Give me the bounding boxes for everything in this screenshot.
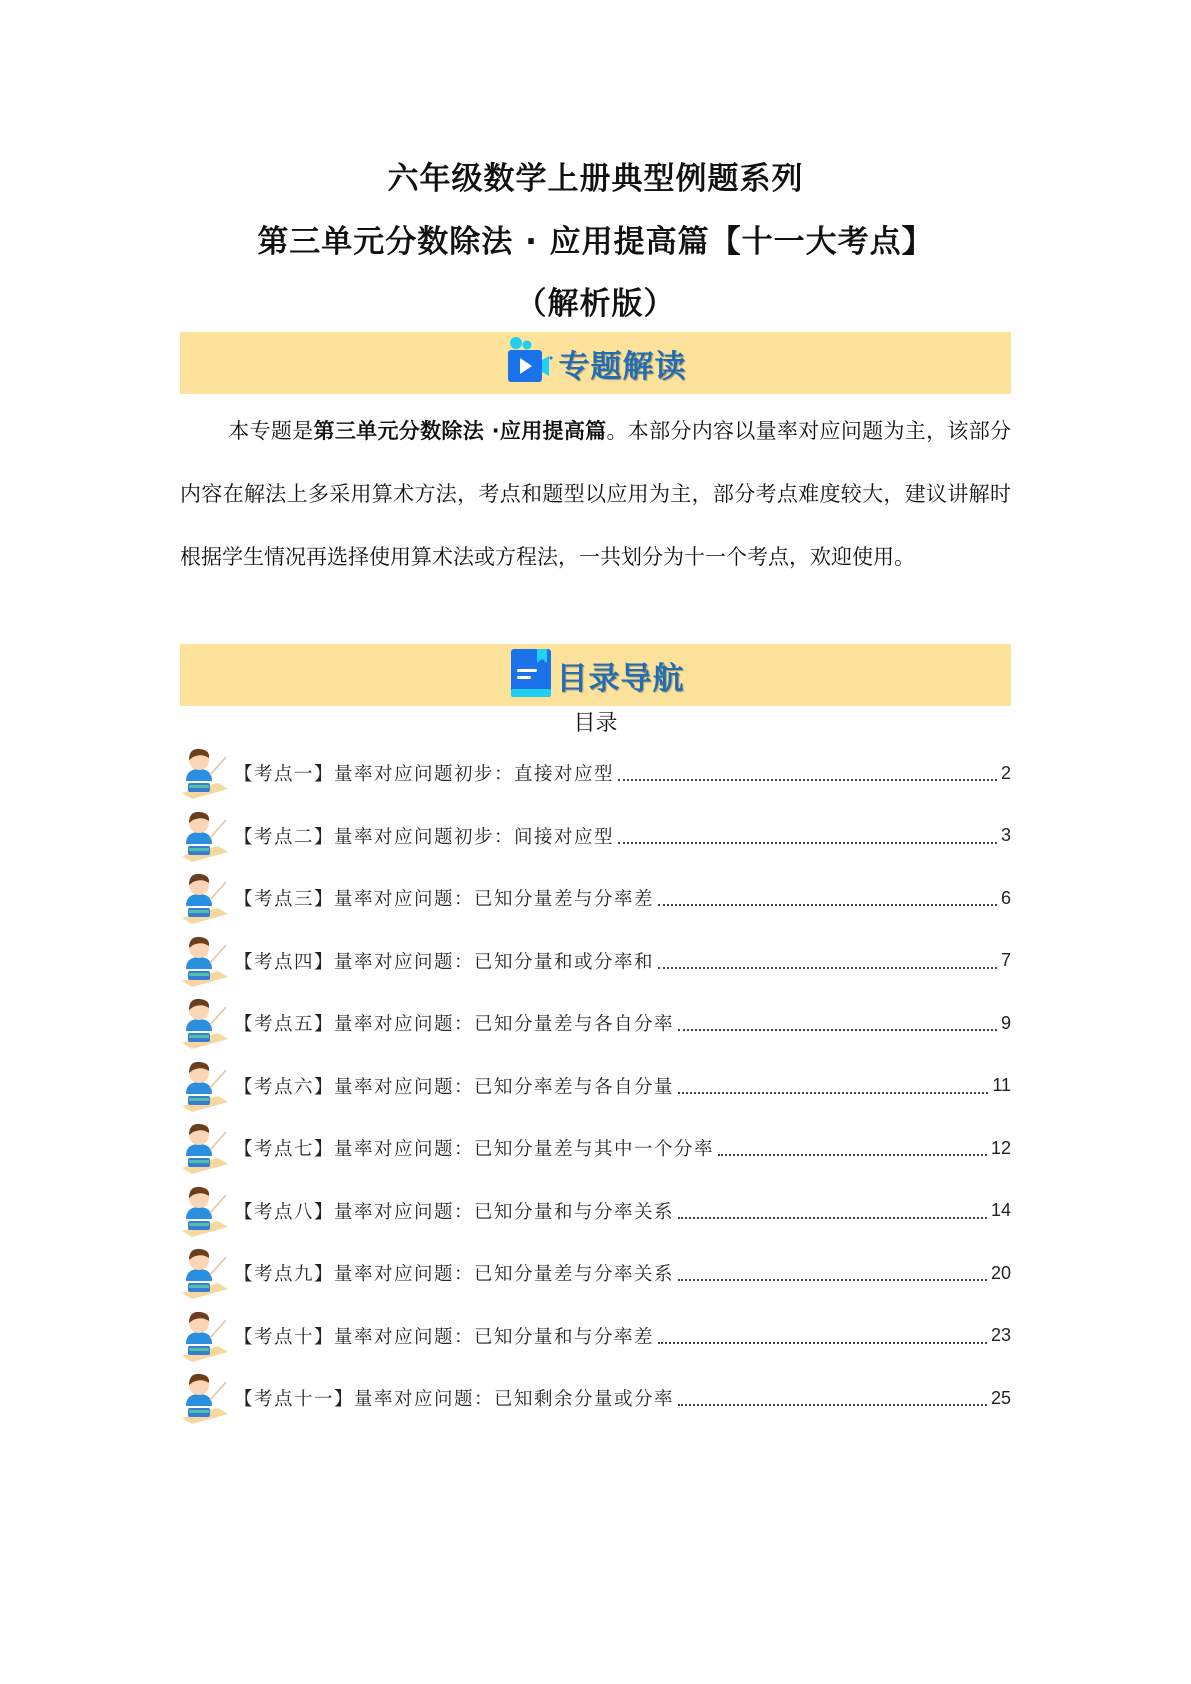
toc-entry[interactable] [180, 992, 1011, 1055]
toc-entry-page: 12 [990, 1137, 1011, 1158]
video-play-icon [505, 336, 555, 390]
teacher-avatar-icon [180, 1308, 232, 1364]
doc-title-edition: （解析版） [515, 286, 676, 322]
toc-leader-dots [678, 1277, 987, 1281]
intro-paragraph [180, 400, 1011, 589]
toc-leader-dots [658, 1340, 987, 1344]
toc-leader-dots [658, 902, 997, 906]
section-banner-intro [180, 332, 1011, 394]
toc-entry[interactable] [180, 1117, 1011, 1180]
doc-title-series: 六年级数学上册典型例题系列 [387, 161, 804, 197]
toc-entry-page: 7 [1000, 950, 1011, 971]
section-banner-toc [180, 644, 1011, 706]
teacher-avatar-icon [180, 1058, 232, 1114]
toc-heading: 目录 [573, 711, 618, 736]
toc-entry-label: 【考点十一】量率对应问题：已知剩余分量或分率 [234, 1389, 675, 1411]
toc-leader-dots [618, 840, 997, 844]
table-of-contents [180, 742, 1011, 1430]
toc-entry[interactable] [180, 1367, 1011, 1430]
teacher-avatar-icon [180, 808, 232, 864]
teacher-avatar-icon [180, 745, 232, 801]
toc-leader-dots [718, 1152, 987, 1156]
section-banner-intro-label: 专题解读 [558, 348, 687, 385]
toc-entry-page: 2 [1000, 762, 1011, 783]
toc-entry-label: 【考点五】量率对应问题：已知分量差与各自分率 [234, 1014, 675, 1036]
section-banner-toc-label: 目录导航 [556, 660, 685, 697]
toc-entry-page: 6 [1000, 887, 1011, 908]
teacher-avatar-icon [180, 1245, 232, 1301]
toc-entry-page: 23 [990, 1325, 1011, 1346]
toc-entry[interactable] [180, 805, 1011, 868]
toc-leader-dots [618, 777, 997, 781]
doc-title-unit: 第三单元分数除法 · 应用提高篇【十一大考点】 [257, 224, 934, 260]
teacher-avatar-icon [180, 933, 232, 989]
teacher-avatar-icon [180, 1370, 232, 1426]
toc-entry[interactable] [180, 1180, 1011, 1243]
toc-entry[interactable] [180, 1055, 1011, 1118]
intro-bold-topic: 第三单元分数除法 ·应用提高篇 [313, 419, 607, 443]
toc-entry-label: 【考点九】量率对应问题：已知分量差与分率关系 [234, 1264, 675, 1286]
toc-entry-page: 20 [990, 1262, 1011, 1283]
book-bookmark-icon [507, 647, 553, 703]
toc-entry-label: 【考点十】量率对应问题：已知分量和与分率差 [234, 1326, 655, 1348]
toc-entry-label: 【考点六】量率对应问题：已知分率差与各自分量 [234, 1076, 675, 1098]
toc-entry[interactable] [180, 742, 1011, 805]
toc-entry[interactable] [180, 867, 1011, 930]
toc-entry-page: 9 [1000, 1012, 1011, 1033]
teacher-avatar-icon [180, 1183, 232, 1239]
toc-entry-label: 【考点七】量率对应问题：已知分量差与其中一个分率 [234, 1139, 715, 1161]
toc-leader-dots [678, 1215, 987, 1219]
toc-entry-label: 【考点八】量率对应问题：已知分量和与分率关系 [234, 1201, 675, 1223]
toc-entry-label: 【考点二】量率对应问题初步：间接对应型 [234, 826, 615, 848]
toc-entry-page: 25 [990, 1387, 1011, 1408]
toc-entry-label: 【考点三】量率对应问题：已知分量差与分率差 [234, 889, 655, 911]
toc-entry-page: 11 [992, 1075, 1011, 1096]
intro-rest: 。本部分内容以量率对应问题为主，该部分内容在解法上多采用算术方法，考点和题型以应用为主，部分考点难度较大，建议讲解时根据学生情况再选择使用算术法或方程法，一共划分为十一个考点，欢迎使用。 [180, 419, 1012, 569]
toc-leader-dots [678, 1090, 988, 1094]
intro-lead: 本专题是 [228, 419, 314, 443]
toc-entry[interactable] [180, 1242, 1011, 1305]
toc-entry[interactable] [180, 1305, 1011, 1368]
toc-leader-dots [678, 1027, 997, 1031]
toc-entry-page: 14 [990, 1200, 1011, 1221]
toc-entry[interactable] [180, 930, 1011, 993]
toc-leader-dots [678, 1402, 987, 1406]
toc-entry-page: 3 [1000, 825, 1011, 846]
toc-entry-label: 【考点四】量率对应问题：已知分量和或分率和 [234, 951, 655, 973]
teacher-avatar-icon [180, 995, 232, 1051]
teacher-avatar-icon [180, 1120, 232, 1176]
toc-entry-label: 【考点一】量率对应问题初步：直接对应型 [234, 764, 615, 786]
toc-leader-dots [658, 965, 997, 969]
teacher-avatar-icon [180, 870, 232, 926]
